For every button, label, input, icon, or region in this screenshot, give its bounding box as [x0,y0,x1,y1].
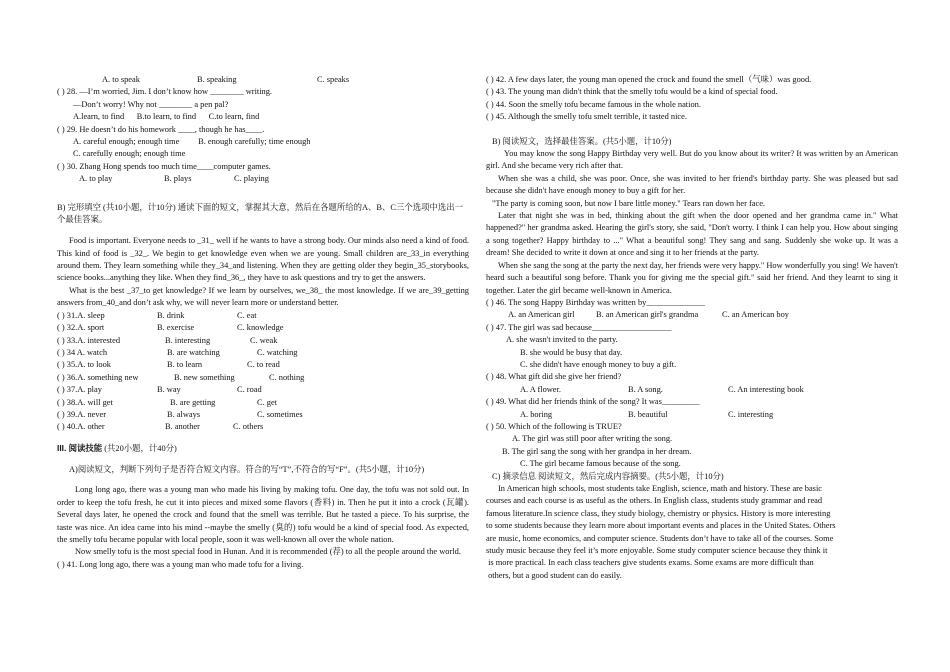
cloze-option-row [57,397,469,409]
part-c-line: to some students because they learn more about important events and places in the United States. Others [486,521,836,531]
q27-option-b: B. speaking [197,75,237,84]
q49-stem: ( ) 49. What did her friends think of the song? It was_________ [486,397,700,407]
cloze-option-a: ( ) 38.A. will get [57,397,113,407]
cloze-option-row [57,372,469,384]
q29-options-1: A. careful enough; enough time B. enough carefully; time enough [73,137,311,147]
q49-option-a: A. boring [520,409,553,419]
reading-part-a-heading: A)阅读短文，判断下列句子是否符合短文内容。符合的写“T”,不符合的写“F”。(共5小题，计10分) [69,464,425,474]
q48-option-a: A. A flower. [520,384,561,394]
cloze-option-row [57,359,469,371]
part-c-line: others, but a good student can do easily. [486,570,622,580]
q30-option-c: C. playing [234,174,269,184]
q48-stem: ( ) 48. What gift did she give her friend? [486,372,622,382]
cloze-option-row [57,310,469,322]
q44: ( ) 44. Soon the smelly tofu became famous in the whole nation. [486,99,701,109]
cloze-option-b: B. always [167,409,201,419]
reading-part-a-passage-2: Now smelly tofu is the most special food in Hunan. And it is recommended (荐) to all the people around the world. [75,547,461,557]
cloze-option-c: C. weak [250,335,278,345]
cloze-option-row [57,384,469,396]
cloze-option-c: C. eat [237,310,257,320]
cloze-option-b: B. way [157,385,181,395]
cloze-option-c: C. knowledge [237,323,284,333]
q46-option-b: B. an American girl's grandma [596,310,699,320]
q48-option-c: C. An interesting book [728,384,804,394]
q50-option-b: B. The girl sang the song with her grandpa in her dream. [502,446,692,456]
q30-options [57,173,469,185]
reading-section-heading [57,442,469,455]
reading-part-b-passage-3: "The party is coming soon, but now I bare little money." Tears ran down her face. [492,198,766,208]
q49-option-c: C. interesting [728,409,774,419]
q30-option-b: B. plays [164,174,192,184]
cloze-option-a: ( ) 39.A. never [57,409,107,419]
cloze-option-b: B. are watching [167,347,220,357]
cloze-option-c: C. watching [257,347,298,357]
cloze-option-b: B. exercise [157,323,195,333]
cloze-passage-2: What is the best _37_to get knowledge? If we learn by ourselves, we_38_ the most knowledge. If we are_39_getting answers from_40_and don’t ask why, we will never learn more or understand better. [57,285,469,308]
q50-option-a: A. The girl was still poor after writing the song. [512,434,673,444]
reading-part-b-passage-4: Later that night she was in bed, thinking about the gift when the door opened and her grandma came in." What happened?" her grandma asked. Hearing the girl's story, she said, "Don't worry. I think I can help you. How about singing a song together? Happy birthday to ..." What a beautiful song! They sang and sang. Suddenly she woke up. It was a dream! She decided to write it down at once and sing it to her friends at the party. [486,211,898,258]
cloze-option-c: C. get [257,397,278,407]
reading-part-a-passage-1: Long long ago, there was a young man who made his living by making tofu. One day, the tofu was not sold out. In order to keep the tofu fresh, he cut it into pieces and mixed some flavors (香料) in. Then he put it into a crock (瓦罐). Several days later, he opened the crock and found that the smell was terrible. But he tasted a piece. To his surprise, the taste was nice. An idea came into his mind --maybe the smelly (臭的) tofu would be a kind of special food. As expected, the smelly tofu became popular with local people, soon it was well-known all over the whole nation. [57,485,469,544]
q28-stem: ( ) 28. —I’m worried, Jim. I don’t know how ________ writing. [57,87,273,97]
reading-part-b-heading: B) 阅读短文，选择最佳答案。(共5小题，计10分) [492,136,672,146]
cloze-option-b: B. interesting [165,335,211,345]
q47-option-a: A. she wasn't invited to the party. [506,335,618,345]
q48-option-b: B. A song. [628,384,663,394]
section-note: (共20小题，计40分) [104,443,177,453]
q27-options [57,74,469,86]
cloze-option-c: C. road [237,385,262,395]
section-title: III. 阅读技能 [57,442,103,453]
cloze-option-c: C. others [233,422,264,432]
cloze-option-c: C. to read [247,360,280,370]
q46-option-a: A. an American girl [508,310,575,320]
part-c-line: In American high schools, most students take English, science, math and history. These are basic [498,484,822,493]
part-c-line: is more practical. In each class teachers give students exams. Some exams are more difficult than [486,558,814,568]
part-c-line: study music because they feel it’s more enjoyable. Some study computer science because they think it [486,546,828,556]
q47-stem: ( ) 47. The girl was sad because___________________ [486,322,672,332]
cloze-option-row [57,347,469,359]
q42: ( ) 42. A few days later, the young man opened the crock and found the smell（气味）was good. [486,75,812,84]
q50-option-c: C. The girl became famous because of the song. [520,459,681,469]
q29-options-2: C. carefully enough; enough time [73,149,186,159]
q46-stem: ( ) 46. The song Happy Birthday was written by______________ [486,297,705,307]
q30-stem: ( ) 30. Zhang Hong spends too much time____computer games. [57,161,271,171]
q49-options [486,409,898,421]
cloze-option-row [57,409,469,421]
cloze-option-a: ( ) 40.A. other [57,422,105,432]
q43: ( ) 43. The young man didn't think that the smelly tofu would be a kind of special food. [486,87,778,97]
cloze-option-row [57,421,469,433]
q27-option-c: C. speaks [317,75,350,84]
cloze-option-b: B. another [165,422,200,432]
cloze-option-c: C. sometimes [257,409,303,419]
reading-part-c-heading: C) 摘录信息 阅读短文，然后完成内容摘要。(共5小题，计10分) [492,471,724,481]
reading-part-b-passage-2: When she was a child, she was poor. Once, she was invited to her friend's birthday party. She was pleased but sad because she didn't have enough money to buy a gift for her. [486,173,898,196]
cloze-option-row [57,322,469,334]
cloze-option-a: ( ) 36.A. something new [57,372,139,382]
cloze-option-a: ( ) 32.A. sport [57,323,105,333]
q50-stem: ( ) 50. Which of the following is TRUE? [486,421,622,431]
cloze-option-a: ( ) 37.A. play [57,385,102,395]
part-c-line: courses and each course is as useful as the others. In English class, students study grammar and read [486,496,823,506]
q49-option-b: B. beautiful [628,409,668,419]
right-column [486,74,898,582]
q28-line2: —Don’t worry! Why not ________ a pen pal? [73,99,229,109]
q47-option-b: B. she would be busy that day. [520,347,623,357]
q47-option-c: C. she didn't have enough money to buy a gift. [520,359,677,369]
cloze-option-a: ( ) 34 A. watch [57,347,108,357]
q28-options: A.learn, to find B.to learn, to find C.to learn, find [73,112,260,122]
left-column [57,74,469,571]
q29-stem: ( ) 29. He doesn’t do his homework ____, though he has____. [57,124,265,134]
cloze-option-b: B. to learn [167,360,203,370]
cloze-option-a: ( ) 33.A. interested [57,335,121,345]
cloze-options-list [57,310,469,434]
q46-option-c: C. an American boy [722,310,789,320]
q41: ( ) 41. Long long ago, there was a young man who made tofu for a living. [57,559,304,569]
cloze-heading: B) 完形填空 (共10小题，计10分) 通读下面的短文，掌握其大意，然后在各题所给的A、B、C三个选项中选出一个最佳答案。 [57,203,463,225]
cloze-option-c: C. nothing [269,372,305,382]
cloze-option-a: ( ) 31.A. sleep [57,310,105,320]
cloze-passage-1: Food is important. Everyone needs to _31_ well if he wants to have a strong body. Our minds also need a kind of food. This kind of food is _32_. We begin to get knowledge even when we are young. Small children are_33_in everything around them. They learn something while they_34_and listening. When they are getting older they begin_35_storybooks, science books...anything they like. When they find_36_, they have to ask questions and try to get the answers. [57,236,469,283]
part-c-line: famous literature.In science class, they study biology, chemistry or physics. History is more interesting [486,508,831,518]
cloze-option-b: B. drink [157,310,185,320]
q45: ( ) 45. Although the smelly tofu smelt terrible, it tasted nice. [486,112,687,122]
cloze-option-b: B. are getting [170,397,216,407]
cloze-option-b: B. new something [174,372,235,382]
q48-options [486,384,898,396]
q30-option-a: A. to play [79,174,113,184]
cloze-option-row [57,335,469,347]
part-c-line: are music, home economics, and computer science. Students don’t have to take all of the courses. Some [486,533,834,543]
q27-option-a: A. to speak [102,75,140,84]
reading-part-b-passage-5: When she sang the song at the party the next day, her friends were very happy." How wonderfully you sing! We haven't heard such a beautiful song before. Thank you for giving me the special gift." said her friend. And they learnt to sing it together. Later the girl became well-known in America. [486,260,899,295]
reading-part-b-passage-1: You may know the song Happy Birthday very well. But do you know about its writer? It was written by an American girl. And she became very rich after that. [486,149,898,171]
q46-options [486,309,898,321]
cloze-option-a: ( ) 35.A. to look [57,360,111,370]
